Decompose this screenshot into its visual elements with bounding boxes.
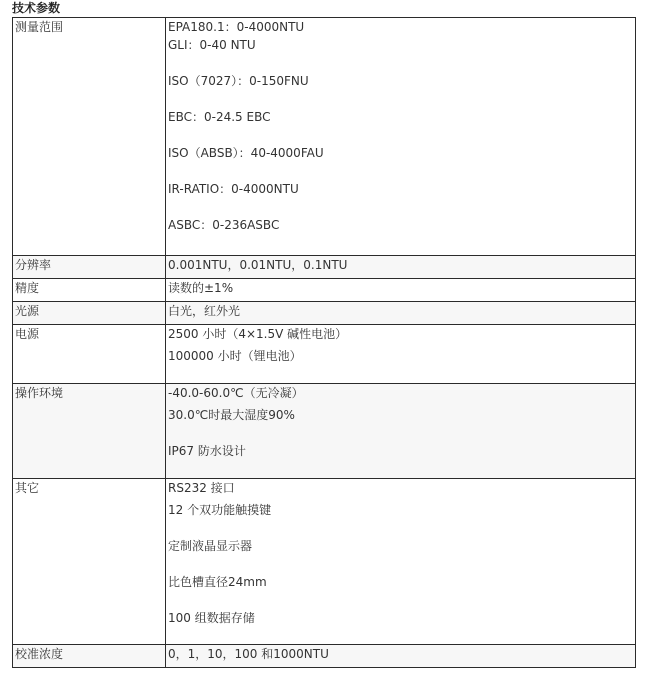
value-line: RS232 接口 bbox=[168, 481, 235, 495]
row-value bbox=[166, 18, 636, 256]
table-row bbox=[13, 479, 636, 645]
value-line: -40.0-60.0℃（无冷凝） bbox=[168, 386, 304, 400]
value-line: ISO（ABSB）：40-4000FAU bbox=[168, 146, 324, 160]
row-label: 操作环境 bbox=[13, 384, 166, 479]
row-label: 电源 bbox=[13, 325, 166, 384]
value-line: 比色槽直径24mm bbox=[168, 575, 267, 589]
row-value bbox=[166, 384, 636, 479]
row-label: 分辨率 bbox=[13, 256, 166, 279]
row-value bbox=[166, 325, 636, 384]
row-label: 精度 bbox=[13, 279, 166, 302]
table-row bbox=[13, 302, 636, 325]
value-line: 2500 小时（4×1.5V 碱性电池） bbox=[168, 327, 348, 341]
value-line: IP67 防水设计 bbox=[168, 444, 246, 458]
value-line: 白光，红外光 bbox=[168, 304, 241, 318]
value-line: 定制液晶显示器 bbox=[168, 539, 253, 553]
value-line: 100000 小时（锂电池） bbox=[168, 349, 302, 363]
value-line: GLI：0-40 NTU bbox=[168, 38, 256, 52]
row-value bbox=[166, 279, 636, 302]
table-row bbox=[13, 279, 636, 302]
table-row bbox=[13, 325, 636, 384]
value-line: 读数的±1% bbox=[168, 281, 234, 295]
value-line: 0.001NTU，0.01NTU，0.1NTU bbox=[168, 258, 348, 272]
row-value bbox=[166, 256, 636, 279]
row-label: 测量范围 bbox=[13, 18, 166, 256]
value-line: IR-RATIO：0-4000NTU bbox=[168, 182, 299, 196]
value-line: EBC：0-24.5 EBC bbox=[168, 110, 271, 124]
value-line: 30.0℃时最大湿度90% bbox=[168, 408, 295, 422]
value-line: 100 组数据存储 bbox=[168, 611, 255, 625]
row-value bbox=[166, 645, 636, 668]
row-value bbox=[166, 302, 636, 325]
table-row bbox=[13, 256, 636, 279]
value-line: ASBC：0-236ASBC bbox=[168, 218, 280, 232]
table-row bbox=[13, 18, 636, 256]
table-row bbox=[13, 645, 636, 668]
spec-table bbox=[12, 17, 636, 668]
value-line: 0，1，10，100 和1000NTU bbox=[168, 647, 329, 661]
table-row bbox=[13, 384, 636, 479]
value-line: ISO（7027）：0-150FNU bbox=[168, 74, 309, 88]
row-label: 校准浓度 bbox=[13, 645, 166, 668]
value-line: 12 个双功能触摸键 bbox=[168, 503, 272, 517]
row-label: 其它 bbox=[13, 479, 166, 645]
row-value bbox=[166, 479, 636, 645]
value-line: EPA180.1：0-4000NTU bbox=[168, 20, 305, 34]
section-title: 技术参数 bbox=[12, 1, 61, 15]
row-label: 光源 bbox=[13, 302, 166, 325]
